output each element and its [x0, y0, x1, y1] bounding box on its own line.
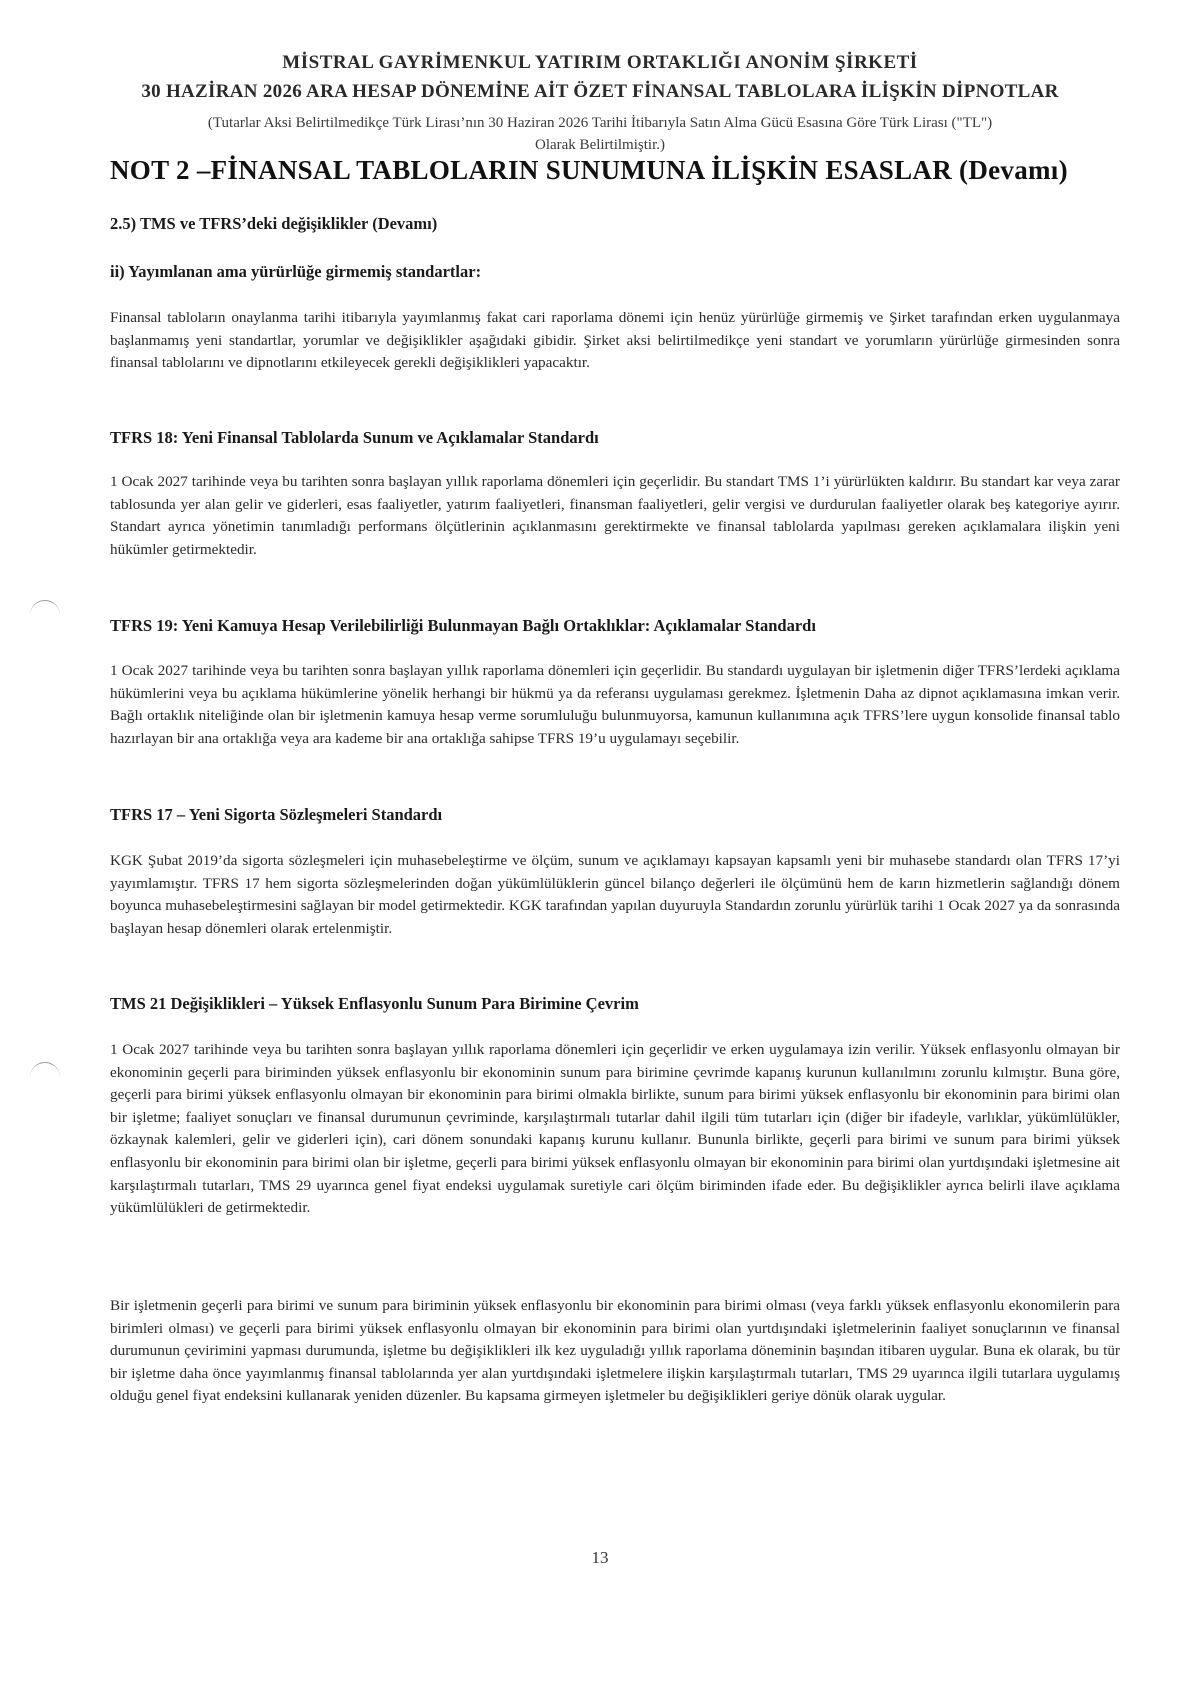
section-heading: 2.5) TMS ve TFRS’deki değişiklikler (Devamı) — [110, 214, 438, 233]
intro-paragraph: Finansal tabloların onaylanma tarihi itibarıyla yayımlanmış fakat cari raporlama dönemi için henüz yürürlüğe girmemiş ve Şirket tarafından erken uygulanmaya başlanmamış yeni standartlar, yorumlar ve değişiklikler aşağıdaki gibidir. Şirket aksi belirtilmedikçe yeni standart ve yorumların yürürlüğe girmesinden sonra finansal tablolarını ve dipnotlarını etkileyecek gerekli değişiklikleri yapacaktır. — [110, 309, 1120, 372]
currency-note-line2: Olarak Belirtilmiştir.) — [535, 137, 665, 153]
currency-note-line1: (Tutarlar Aksi Belirtilmedikçe Türk Lirası’nın 30 Haziran 2026 Tarihi İtibarıyla Satın Alma Gücü Esasına Göre Türk Lirası ("TL") — [207, 115, 993, 131]
standard-paragraph-tms21-1: 1 Ocak 2027 tarihinde veya bu tarihten sonra başlayan yıllık raporlama dönemleri için geçerlidir ve erken uygulamaya izin verilir. Yüksek enflasyonlu olmayan bir ekonominin geçerli para biriminden yüksek enflasyonlu bir ekonominin sunum para birimine çevrimde kapanış kurunun kullanılmını zorunlu kılmıştır. Buna göre, geçerli para birimi yüksek enflasyonlu olmayan bir ekonominin para birimi olmakla birlikte, sunum para birimi yüksek enflasyonlu bir ekonominin para birimi olan bir işletme; faaliyet sonuçları ve finansal durumunun çevriminde, karşılaştırmalı tutarlar dahil ilgili tüm tutarları için (diğer bir ifadeyle, varlıklar, yükümlülükler, özkaynak kalemleri, gelir ve giderleri için), cari dönem sonundaki kapanış kurunu kullanır. Bununla birlikte, geçerli para birimi ve sunum para birimi yüksek enflasyonlu bir ekonominin para birimi olan bir işletme, geçerli para birimi yüksek enflasyonlu olmayan bir ekonominin para birimi olan yurtdışındaki işletmesine ait karşılaştırmalı tutarları, TMS 29 uyarınca genel fiyat endeksi uygulamak suretiyle cari ölçüm biriminden ifade eder. Bu değişiklikler ayrıca belirli ilave açıklama yükümlülükleri de getirmektedir. — [110, 1041, 1120, 1217]
company-name: MİSTRAL GAYRİMENKUL YATIRIM ORTAKLIĞI ANONİM ŞİRKETİ — [282, 52, 918, 73]
subsection-heading: ii) Yayımlanan ama yürürlüğe girmemiş standartlar: — [110, 262, 482, 281]
standard-paragraph-tfrs17: KGK Şubat 2019’da sigorta sözleşmeleri için muhasebeleştirme ve ölçüm, sunum ve açıklamayı kapsayan kapsamlı yeni bir muhasebe standardı olan TFRS 17’yi yayımlamıştır. TFRS 17 hem sigorta sözleşmelerinden doğan yükümlülüklerin güncel bilanço değerleri ile ölçümünü hem de karın hizmetlerin sağlandığı dönem boyunca muhasebeleştirmesini sağlayan bir model getirmektedir. KGK tarafından yapılan duyuruyla Standardın zorunlu yürürlük tarihi 1 Ocak 2027 ya da sonrasında başlayan hesap dönemleri olarak ertelenmiştir. — [110, 852, 1120, 937]
margin-scan-mark — [30, 600, 60, 615]
standard-heading-tfrs19: TFRS 19: Yeni Kamuya Hesap Verilebilirliği Bulunmayan Bağlı Ortaklıklar: Açıklamalar Standardı — [110, 616, 816, 635]
page-number: 13 — [591, 1548, 609, 1567]
standard-paragraph-tfrs18: 1 Ocak 2027 tarihinde veya bu tarihten sonra başlayan yıllık raporlama dönemleri için geçerlidir. Bu standart TMS 1’i yürürlükten kaldırır. Bu standart kar veya zarar tablosunda yer alan gelir ve giderleri, esas faaliyetler, yatırım faaliyetleri, finansman faaliyetleri, gelir vergisi ve durdurulan faaliyetler olarak beş kategoriye ayırır. Standart ayrıca yönetimin tanımladığı performans ölçütlerinin açıklanmasını gerektirmekte ve finansal tablolarda yapılması gereken açıklamalara ilişkin yeni hükümler getirmektedir. — [110, 473, 1120, 558]
standard-paragraph-tms21-2: Bir işletmenin geçerli para birimi ve sunum para biriminin yüksek enflasyonlu bir ekonominin para birimi olması (veya farklı yüksek enflasyonlu ekonomilerin para birimleri olması) ve geçerli para birimi yüksek enflasyonlu olmayan bir ekonominin para birimi olan yurtdışındaki işletmelerinin faaliyet sonuçlarının ve finansal durumunun çevirimini yapması durumunda, işletme bu değişiklikleri ilk kez uyguladığı yıllık raporlama döneminin başından itibaren uygular. Buna ek olarak, bu tür bir işletme daha önce yayımlanmış finansal tablolarında yer alan yurtdışındaki işletmelere ilişkin karşılaştırmalı tutarları, TMS 29 uyarınca ilgili tutarlara uygulamış olduğu genel fiyat endeksini kullanarak yeniden düzenler. Bu kapsama girmeyen işletmeler bu değişiklikleri geriye dönük olarak uygular. — [110, 1297, 1120, 1405]
standard-heading-tms21: TMS 21 Değişiklikleri – Yüksek Enflasyonlu Sunum Para Birimine Çevrim — [110, 994, 639, 1013]
standard-heading-tfrs18: TFRS 18: Yeni Finansal Tablolarda Sunum ve Açıklamalar Standardı — [110, 428, 599, 447]
standard-heading-tfrs17: TFRS 17 – Yeni Sigorta Sözleşmeleri Standardı — [110, 805, 443, 824]
currency-note — [90, 112, 1110, 156]
standard-paragraph-tfrs19: 1 Ocak 2027 tarihinde veya bu tarihten sonra başlayan yıllık raporlama dönemleri için geçerlidir. Bu standardı uygulayan bir işletmenin diğer TFRS’lerdeki açıklama hükümlerini veya bu açıklama hükümlerine yönelik herhangi bir hükmü ya da referansı uygulaması gerekmez. İşletmenin Daha az dipnot açıklamasına imkan verir. Bağlı ortaklık niteliğinde olan bir işletmenin kamuya hesap verme sorumluluğu bulunmuyorsa, kamunun kullanımına açık TFRS’lere uygun konsolide finansal tablo hazırlayan bir ana ortaklığa veya ara kademe bir ana ortaklığa sahipse TFRS 19’u uygulamayı seçebilir. — [110, 662, 1120, 747]
period-title: 30 HAZİRAN 2026 ARA HESAP DÖNEMİNE AİT ÖZET FİNANSAL TABLOLARA İLİŞKİN DİPNOTLAR — [141, 81, 1059, 102]
note-title: NOT 2 –FİNANSAL TABLOLARIN SUNUMUNA İLİŞKİN ESASLAR (Devamı) — [110, 155, 1068, 185]
margin-scan-mark — [30, 1062, 60, 1077]
